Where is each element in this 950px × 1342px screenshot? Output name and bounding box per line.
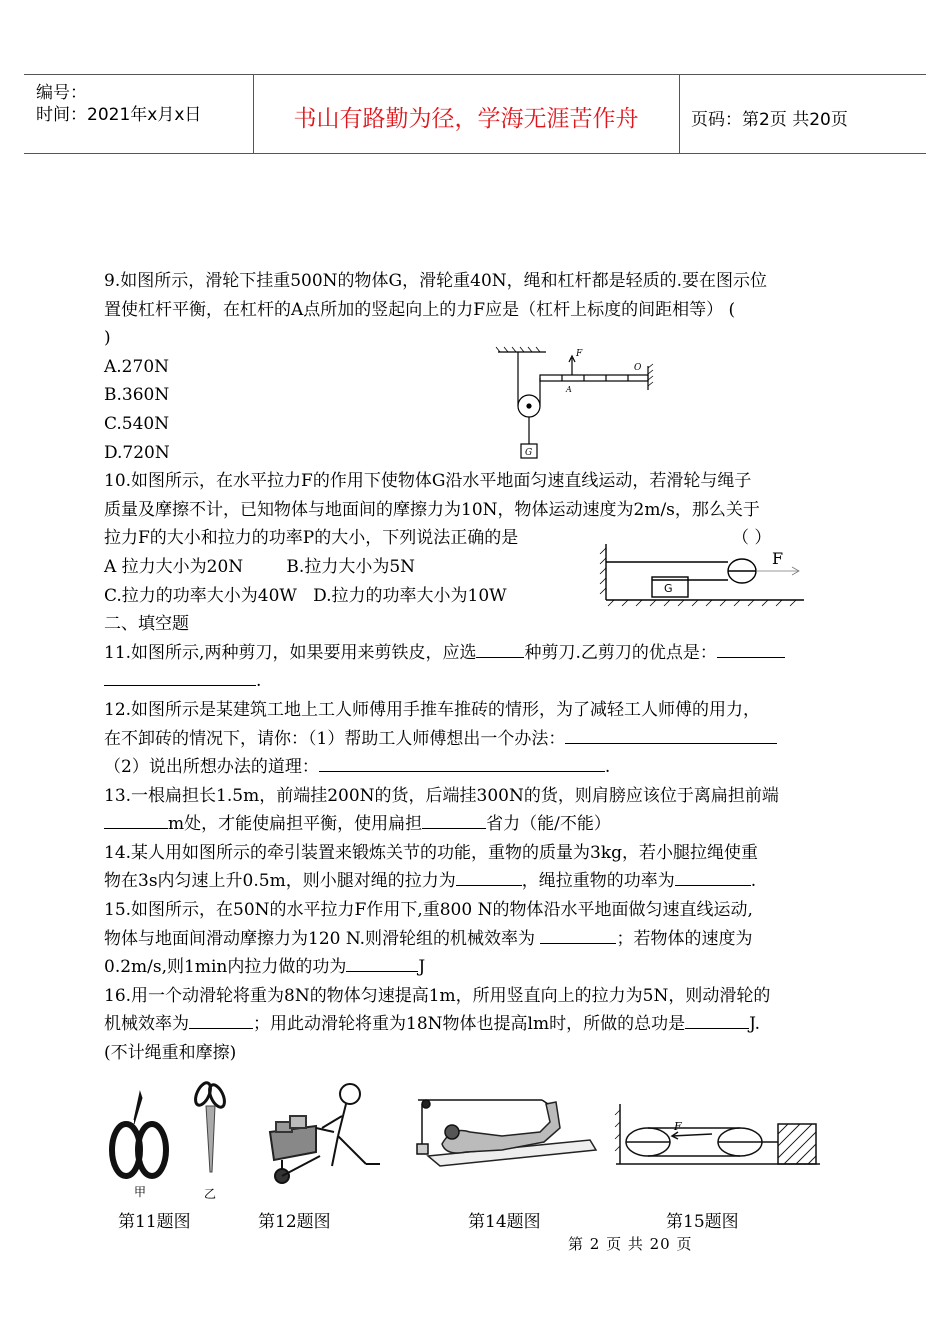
question-body (104, 267, 849, 1068)
q16-line3: (不计绳重和摩擦) (104, 1043, 237, 1064)
q10-line1: 10.如图所示，在水平拉力F的作用下使物体G沿水平地面匀速直线运动，若滑轮与绳子 (104, 471, 752, 492)
q11-fig-label-jia: 甲 (134, 1185, 147, 1199)
q10-fig-label-f: F (772, 549, 784, 568)
q11-line2 (104, 667, 849, 696)
q9-line1: 9.如图所示，滑轮下挂重500N的物体G，滑轮重40N，绳和杠杆都是轻质的.要在图示位 (104, 271, 768, 291)
q10-answer-paren: （ ） (732, 528, 772, 549)
time-label: 时间：2021年x月x日 (36, 105, 202, 125)
q15-blank-2[interactable] (346, 953, 418, 972)
number-label: 编号： (36, 83, 87, 103)
q9-option-b: B.360N (104, 385, 170, 406)
q15-line3 (104, 953, 849, 982)
q12-end: . (604, 757, 611, 778)
q12-text-2: 在不卸砖的情况下，请你：（1）帮助工人师傅想出一个办法： (104, 728, 566, 749)
q16-blank-1[interactable] (189, 1010, 253, 1029)
q14-figure (412, 1090, 602, 1170)
q15-line2 (104, 925, 849, 954)
header-top-rule (24, 74, 926, 75)
q16-text-b: ；用此动滑轮将重为18N物体也提高lm时，所做的总功是 (253, 1014, 686, 1035)
header-motto: 书山有路勤为径，学海无涯苦作舟 (293, 106, 639, 132)
header-divider-left (253, 74, 254, 154)
q12-blank-1[interactable] (565, 725, 777, 744)
q10-options-cd: C.拉力的功率大小为40W D.拉力的功率大小为10W (104, 585, 507, 606)
q9-option-a: A.270N (104, 356, 170, 377)
q9-fig-label-o: O (634, 363, 642, 373)
q15-fig-label-f: F (674, 1120, 682, 1133)
caption-fig11: 第11题图 (118, 1212, 191, 1232)
q15-line1: 15.如图所示，在50N的水平拉力F作用下,重800 N的物体沿水平地面做匀速直线运动, (104, 900, 753, 921)
q15-blank-1[interactable] (540, 925, 616, 944)
q14-text-b: ，绳拉重物的功率为 (521, 871, 675, 892)
q12-line3 (104, 753, 849, 782)
header-page-info: 页码：第2页 共20页 (691, 110, 848, 130)
q14-line1: 14.某人用如图所示的牵引装置来锻炼关节的功能，重物的质量为3kg，若小腿拉绳使重 (104, 842, 759, 863)
q14-line2 (104, 867, 849, 896)
q16-text-a: 机械效率为 (104, 1014, 189, 1035)
q11-fig-label-yi: 乙 (204, 1187, 217, 1201)
q16-blank-2[interactable] (685, 1010, 749, 1029)
q12-line1: 12.如图所示是某建筑工地上工人师傅用手推车推砖的情形，为了减轻工人师傅的用力， (104, 699, 761, 720)
q10-fig-label-g: G (664, 582, 673, 595)
q16-line2 (104, 1010, 849, 1039)
caption-fig15: 第15题图 (666, 1212, 739, 1232)
q11-blank-2-cont[interactable] (104, 667, 256, 686)
q11-line1 (104, 639, 849, 668)
q11-text-b: 种剪刀.乙剪刀的优点是： (524, 642, 717, 663)
q11-figure (104, 1072, 234, 1202)
header-divider-right (679, 74, 680, 154)
q16-end: J. (749, 1014, 760, 1035)
q15-text-a: 物体与地面间滑动摩擦力为120 N.则滑轮组的机械效率为 (104, 928, 541, 949)
q13-line2 (104, 810, 849, 839)
q13-blank-2[interactable] (422, 810, 486, 829)
q16-line1: 16.用一个动滑轮将重为8N的物体匀速提高1m，所用竖直向上的拉力为5N，则动滑轮的 (104, 985, 771, 1006)
q15-text-b: ；若物体的速度为 (616, 928, 753, 949)
q12-text-3: （2）说出所想办法的道理： (104, 757, 319, 778)
q10-options-ab: A 拉力大小为20N B.拉力大小为5N (104, 556, 416, 577)
caption-fig14: 第14题图 (468, 1212, 541, 1232)
q12-blank-2[interactable] (319, 753, 605, 772)
q9-option-c: C.540N (104, 413, 170, 434)
section-heading: 二、填空题 (104, 614, 189, 635)
q14-blank-2[interactable] (675, 867, 751, 886)
q11-end: . (256, 671, 262, 692)
q12-figure (262, 1080, 402, 1190)
q13-blank-1[interactable] (104, 810, 168, 829)
q15-unit: J (418, 957, 426, 978)
page-footer: 第 2 页 共 20 页 (568, 1235, 693, 1253)
q13-text-a: m处，才能使扁担平衡，使用扁担 (168, 814, 423, 835)
q10-line2: 质量及摩擦不计，已知物体与地面间的摩擦力为10N，物体运动速度为2m/s，那么关于 (104, 499, 760, 520)
q13-text-b: 省力（能/不能） (486, 814, 611, 835)
q14-end: . (750, 871, 757, 892)
header-left-info (36, 82, 201, 126)
q9-fig-label-f: F (576, 349, 583, 359)
worker-head-icon (340, 1084, 360, 1104)
q14-blank-1[interactable] (456, 867, 522, 886)
q9-option-d: D.720N (104, 442, 170, 463)
q12-line2 (104, 725, 849, 754)
q11-blank-1[interactable] (476, 639, 524, 658)
caption-fig12: 第12题图 (258, 1212, 331, 1232)
q10-figure (592, 542, 810, 612)
q10-line3-text: 拉力F的大小和拉力的功率P的大小，下列说法正确的是 (104, 528, 519, 549)
q15-text-c: 0.2m/s,则1min内拉力做的功为 (104, 957, 347, 978)
page-header (24, 74, 926, 154)
q13-line1: 13.一根扁担长1.5m，前端挂200N的货，后端挂300N的货，则肩膀应该位于离扁担前端 (104, 785, 779, 806)
q9-fig-label-a: A (566, 385, 572, 394)
q14-text-a: 物在3s内匀速上升0.5m，则小腿对绳的拉力为 (104, 871, 456, 892)
q9-line3: ) (104, 328, 111, 349)
q9-figure (492, 344, 662, 464)
q9-fig-label-g: G (525, 448, 533, 458)
q9-line2: 置使杠杆平衡，在杠杆的A点所加的竖起向上的力F应是（杠杆上标度的间距相等） ( (104, 299, 736, 320)
q11-text-a: 11.如图所示,两种剪刀，如果要用来剪铁皮，应选 (104, 642, 477, 663)
q11-blank-2[interactable] (717, 639, 785, 658)
header-bottom-rule (24, 153, 926, 154)
q15-figure (612, 1100, 822, 1172)
